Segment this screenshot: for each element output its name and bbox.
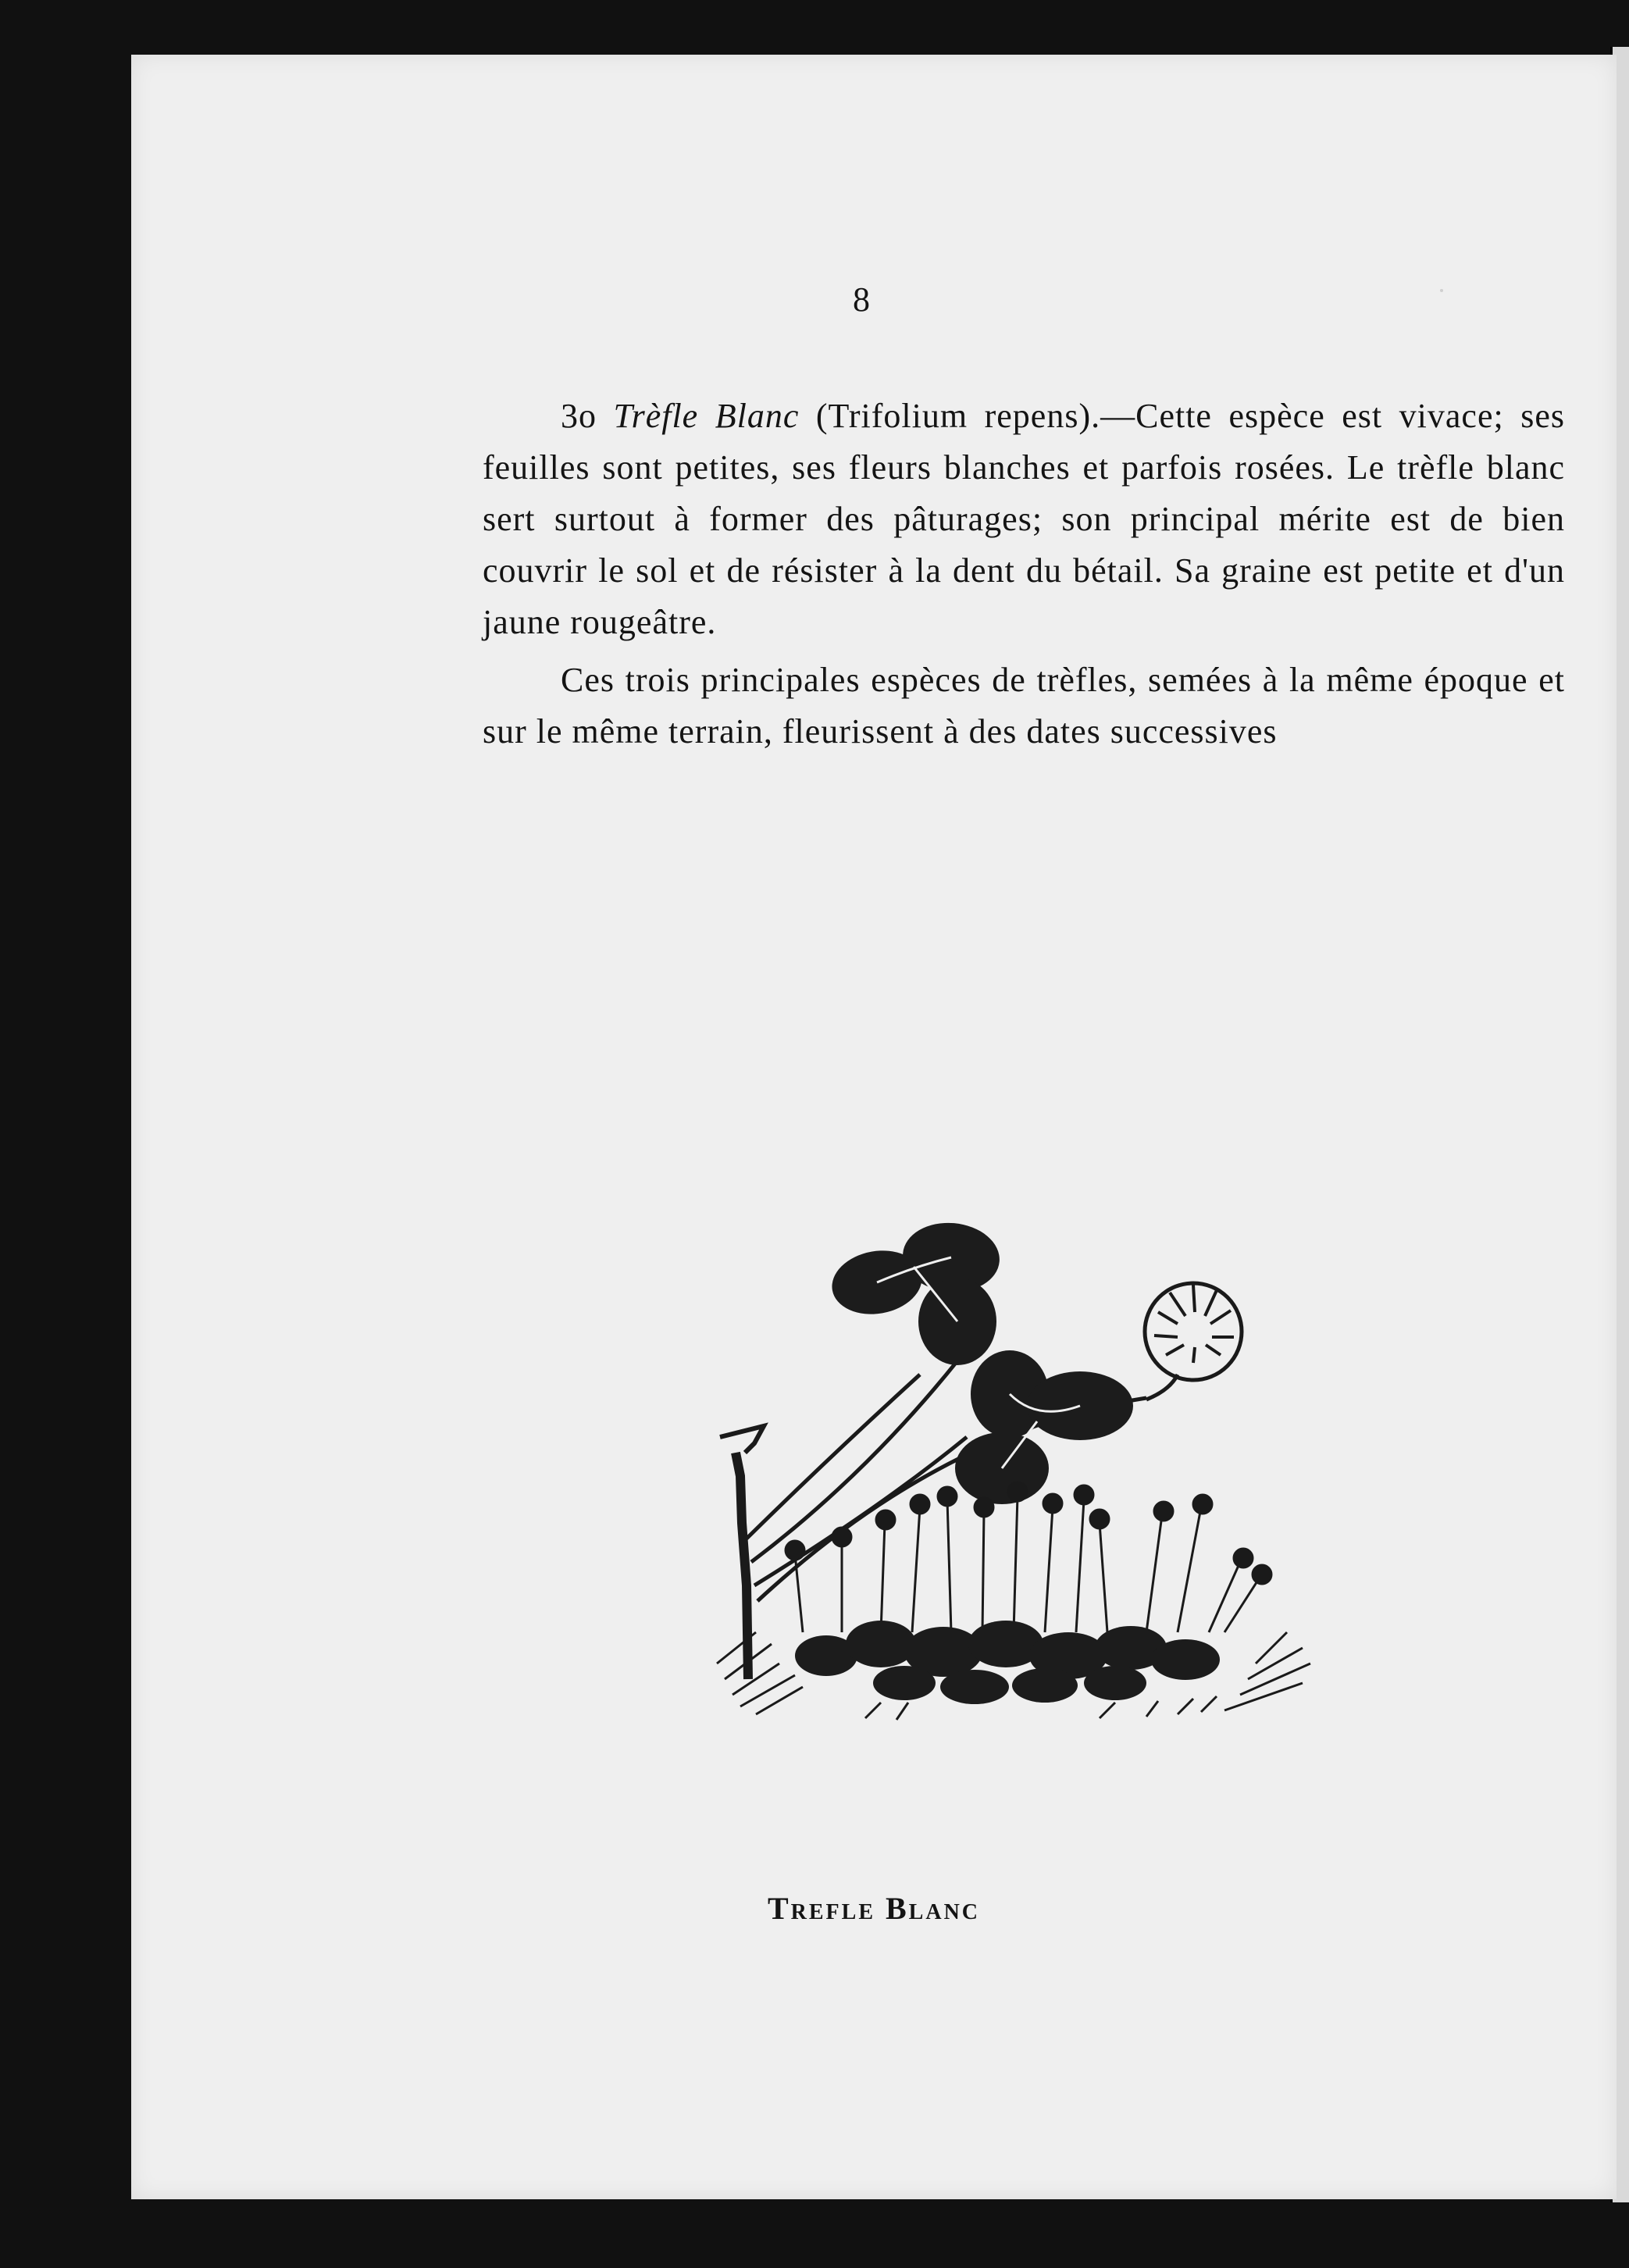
paragraph-text: Ces trois principales espèces de trèfles, semées à la même époque et sur le même terrain, fleurissent à des dates successives — [483, 661, 1565, 751]
scanned-page — [131, 55, 1617, 2199]
species-name: Trèfle Blanc — [613, 397, 800, 435]
paragraph-trefle-blanc — [483, 390, 1565, 648]
paragraph-text: (Trifolium repens).—Cette espèce est vivace; ses feuilles sont petites, ses fleurs blanches et parfois rosées. Le trèfle blanc sert surtout à former des pâturages; son principal mérite est de bien couvrir le sol et de résister à la dent du bétail. Sa graine est petite et d'un jaune rougeâtre. — [483, 397, 1565, 641]
figure-caption: Trefle Blanc — [767, 1891, 981, 1926]
scan-speck — [1440, 289, 1443, 292]
item-number: 3o — [561, 397, 597, 435]
paragraph-successive-flowering — [483, 654, 1565, 758]
white-clover-illustration-icon — [709, 1195, 1318, 1757]
body-text — [483, 390, 1565, 764]
page-number: 8 — [853, 280, 870, 319]
